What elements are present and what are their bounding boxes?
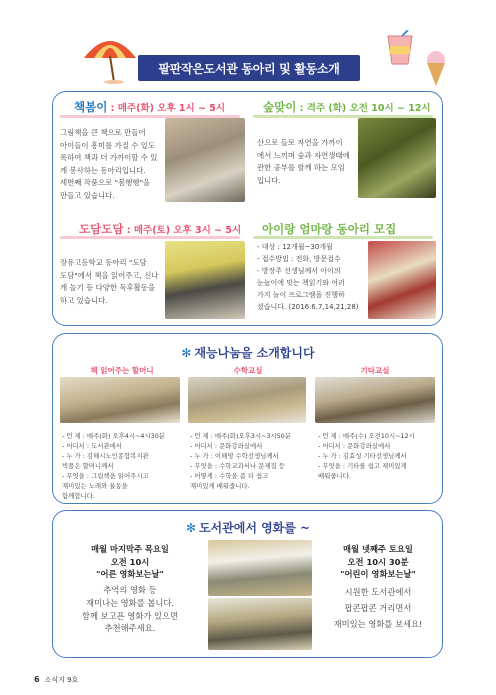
guitar-class-photo bbox=[315, 377, 435, 423]
talent-col-head-grandma: 책 읽어주는 할머니 bbox=[90, 366, 154, 375]
club-schedule: : 격주 (화) 오전 10시 ~ 12시 bbox=[296, 103, 431, 114]
mom-club-photo bbox=[368, 241, 436, 319]
club-title-dodam bbox=[79, 221, 241, 237]
club-description-reading: 그림책을 큰 책으로 만들어 아이들이 흥미를 가질 수 있도 록하여 책과 더 가까이할 수 있 게 봉사하는 동아리입니다. 세번째 작품으로 "봄행행"을 만들고 있습니다. bbox=[60, 128, 158, 200]
club-title-forest bbox=[263, 99, 431, 115]
movie-kids-info: 매월 넷째주 토요일 오전 10시 30분 "어린이 영화보는날" 시원한 도서관에서 팝콘팝콘 거리면서 재미있는 영화를 보세요! bbox=[333, 544, 423, 629]
club-schedule: : 매주(토) 오후 3시 ~ 5시 bbox=[123, 225, 242, 236]
talent-col-head-math: 수학교실 bbox=[233, 366, 263, 375]
math-class-photo bbox=[188, 377, 306, 423]
club-description-dodam: 장유고등학교 동아리 "도담 도담"에서 책을 읽어주고, 신나 게 놀기 등 다양한 독후활동을 하고 있습니다. bbox=[60, 258, 159, 305]
snowflake-icon: ✻ bbox=[185, 521, 196, 535]
forest-club-photo bbox=[358, 118, 436, 198]
page-title-banner bbox=[138, 55, 360, 81]
issue-label: 소식지 9호 bbox=[44, 676, 79, 684]
drink-cup-illustration bbox=[380, 30, 420, 66]
movie-screening-photo-1 bbox=[208, 540, 312, 596]
talent-list-guitar: - 언 제 : 매주(수) 오전10시~12시 - 어디서 : 문화강좌실에서 - 누 가 : 김효성 기타선생님께서 - 무엇을 : 기타를 쉽고 재미있게 배워줍니다. bbox=[318, 432, 415, 480]
club-name: 책봄이 bbox=[74, 100, 108, 114]
talent-list-grandma: - 언 제 : 매주(화) 오후4시~4시30분 - 어디서 : 도서관에서 - 누 가 : 김해시노인종합복지관 빅플은 할머니께서 - 무엇을 : 그림책을 읽어주시고 재미있는 노래와 율동을 함께합니다. bbox=[62, 432, 165, 500]
club-title-mom bbox=[262, 221, 396, 237]
club-description-forest: 산으로 들로 자연을 가까이 에서 느끼며 숲과 자연생태에 관한 공부를 함께 하는 모임 입니다. bbox=[257, 138, 350, 185]
talent-section-title: ✻ 재능나눔을 소개합니다 bbox=[181, 346, 315, 360]
ice-cream-illustration bbox=[422, 48, 450, 88]
club-description-mom: - 대상 : 12개월~30개월 - 접수방법 : 전화, 방문접수 - 방장주 선생님께서 아이의 눈높이에 맞는 책읽기와 여러 가지 놀이 프로그램을 진행하 셨습니다. (2016.6.7,14,21,28) bbox=[257, 243, 359, 311]
talent-list-math: - 언 제 : 매주(화)오후3시~3시50분 - 어디서 : 문화강좌실에서 - 누 가 : 이해영 수학선생님께서 - 무엇을 : 수학교과서나 문제집 등 - 어떻게 : 수학을 좀 더 쉽고 재미있게 배워줍니다. bbox=[190, 432, 291, 490]
underline-bar bbox=[60, 236, 240, 239]
grandma-reading-photo bbox=[60, 377, 180, 423]
movie-adult-info: 매월 마지막주 목요일 오전 10시 "어른 영화보는날" 추억의 영화 등 재미나는 영화를 봅니다. 함께 보고픈 영화가 있으면 추천해주세요. bbox=[81, 544, 179, 634]
talent-col-head-guitar: 기타교실 bbox=[360, 366, 390, 375]
reading-club-photo bbox=[165, 118, 245, 202]
movie-screening-photo-2 bbox=[208, 598, 312, 650]
club-name: 숲맞이 bbox=[263, 100, 297, 114]
movie-section-title: ✻ 도서관에서 영화를 ~ bbox=[185, 521, 311, 535]
page-footer bbox=[34, 675, 78, 685]
beach-umbrella-illustration bbox=[80, 30, 140, 85]
club-title-reading bbox=[74, 99, 225, 115]
page-title: 팔판작은도서관 동아리 및 활동소개 bbox=[158, 62, 340, 76]
club-schedule: : 매주(화) 오후 1시 ~ 5시 bbox=[107, 103, 226, 114]
dodam-club-photo bbox=[165, 241, 245, 319]
underline-bar bbox=[253, 236, 433, 239]
club-name: 아이랑 엄마랑 동아리 모집 bbox=[262, 222, 397, 236]
snowflake-icon: ✻ bbox=[181, 346, 192, 360]
page-number: 6 bbox=[34, 675, 40, 684]
club-name: 도담도담 bbox=[79, 222, 124, 236]
